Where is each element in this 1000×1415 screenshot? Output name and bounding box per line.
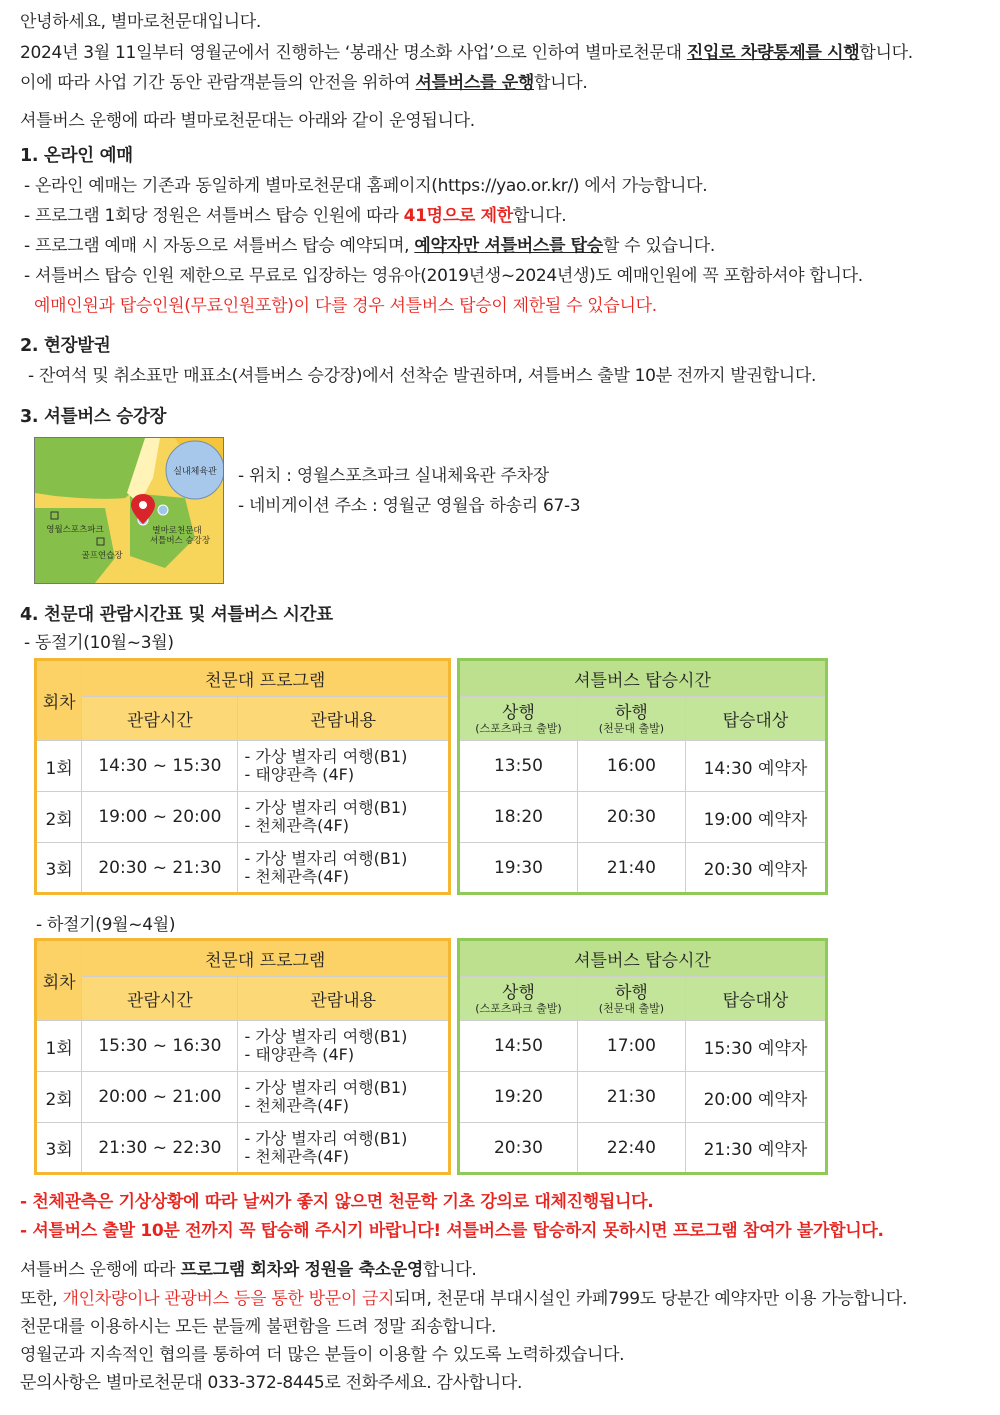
header-program: 천문대 프로그램 xyxy=(82,940,450,977)
up-cell: 14:50 xyxy=(459,1021,578,1072)
down-cell: 20:30 xyxy=(577,792,685,843)
table-row xyxy=(459,1123,827,1174)
target-cell: 15:30 예약자 xyxy=(685,1021,826,1072)
table-row xyxy=(459,1021,827,1072)
map-label-gym: 실내체육관 xyxy=(173,467,217,477)
map-label-stop-2: 셔틀버스 승강장 xyxy=(149,536,211,546)
target-cell: 19:00 예약자 xyxy=(685,792,826,843)
header-up-label: 상행 xyxy=(502,982,535,1003)
header-time: 관람시간 xyxy=(82,697,238,741)
greeting-text: 안녕하세요, 별마로천문대입니다. xyxy=(20,12,262,32)
intro-line-3-emph: 셔틀버스를 운행 xyxy=(415,73,534,93)
header-down xyxy=(577,977,685,1021)
content-line-2: - 천체관측(4F) xyxy=(244,1146,350,1166)
map-graphic xyxy=(35,438,223,583)
winter-timetable xyxy=(34,658,828,896)
table-row xyxy=(459,1072,827,1123)
time-cell: 20:00 ~ 21:00 xyxy=(82,1072,238,1123)
closing-line-4: 영월군과 지속적인 협의를 통하여 더 많은 분들이 이용할 수 있도록 노력하겠습니다. xyxy=(20,1345,625,1365)
section1-bullet-4: - 셔틀버스 탑승 인원 제한으로 무료로 입장하는 영유아(2019년생~2024년생)도 예매인원에 꼭 포함하셔야 합니다. xyxy=(24,266,863,286)
section1-bullet-3-emph: 예약자만 셔틀버스를 탑승 xyxy=(414,236,603,256)
target-cell: 20:00 예약자 xyxy=(685,1072,826,1123)
header-content: 관람내용 xyxy=(238,697,450,741)
section1-bullet-3-c: 할 수 있습니다. xyxy=(602,236,715,256)
table-row xyxy=(459,843,827,894)
intro-line-2-c: 합니다. xyxy=(859,43,913,63)
table-row xyxy=(36,741,450,792)
bus-stop-navi-address: - 네비게이션 주소 : 영월군 영월읍 하송리 67-3 xyxy=(238,496,581,516)
section2-title: 2. 현장발권 xyxy=(20,336,111,356)
note-weather: - 천체관측은 기상상황에 따라 날씨가 좋지 않으면 천문학 기초 강의로 대체진행됩니다. xyxy=(20,1192,654,1212)
content-line-2: - 천체관측(4F) xyxy=(244,816,350,835)
closing-line-2-emph: 개인차량이나 관광버스 등을 통한 방문이 금지 xyxy=(62,1289,395,1309)
content-cell xyxy=(238,1021,450,1072)
intro-line-4: 셔틀버스 운행에 따라 별마로천문대는 아래와 같이 운영됩니다. xyxy=(20,111,475,131)
map-label-park: 영월스포츠파크 xyxy=(46,525,104,535)
winter-label: - 동절기(10월~3월) xyxy=(24,633,174,653)
up-cell: 18:20 xyxy=(459,792,578,843)
table-row xyxy=(36,1123,450,1174)
closing-line-3: 천문대를 이용하시는 모든 분들께 불편함을 드려 정말 죄송합니다. xyxy=(20,1317,497,1337)
header-program: 천문대 프로그램 xyxy=(82,660,450,697)
section1-warning: 예매인원과 탑승인원(무료인원포함)이 다를 경우 셔틀버스 탑승이 제한될 수 있습니다. xyxy=(34,296,657,316)
content-line-2: - 태양관측 (4F) xyxy=(244,765,355,784)
up-cell: 19:30 xyxy=(459,843,578,894)
section4-title: 4. 천문대 관람시간표 및 셔틀버스 시간표 xyxy=(20,605,333,625)
intro-line-2-emph: 진입로 차량통제를 시행 xyxy=(686,43,860,63)
header-down-sub: (천문대 출발) xyxy=(598,1001,665,1015)
up-cell: 13:50 xyxy=(459,741,578,792)
section1-bullet-2 xyxy=(24,203,566,229)
closing-line-2 xyxy=(20,1286,907,1312)
section1-title: 1. 온라인 예매 xyxy=(20,146,133,166)
note-boarding: - 셔틀버스 출발 10분 전까지 꼭 탑승해 주시기 바랍니다! 셔틀버스를 탑승하지 못하시면 프로그램 참여가 불가합니다. xyxy=(20,1221,884,1241)
header-up-label: 상행 xyxy=(502,702,535,723)
time-cell: 20:30 ~ 21:30 xyxy=(82,843,238,894)
content-cell xyxy=(238,741,450,792)
table-row xyxy=(36,843,450,894)
header-up-sub: (스포츠파크 출발) xyxy=(475,721,562,735)
summer-program-table xyxy=(34,938,451,1175)
content-line-1: - 가상 별자리 여행(B1) xyxy=(244,747,408,766)
closing-line-2-c: 되며, 천문대 부대시설인 카페799도 당분간 예약자만 이용 가능합니다. xyxy=(394,1289,908,1309)
content-line-1: - 가상 별자리 여행(B1) xyxy=(244,848,408,868)
intro-line-3 xyxy=(20,70,587,96)
header-round: 회차 xyxy=(36,660,82,741)
closing-line-1 xyxy=(20,1257,476,1283)
round-cell: 1회 xyxy=(36,1021,82,1072)
intro-line-3-c: 합니다. xyxy=(534,73,588,93)
target-cell: 14:30 예약자 xyxy=(685,741,826,792)
header-content: 관람내용 xyxy=(238,977,450,1021)
header-down-sub: (천문대 출발) xyxy=(598,721,665,735)
content-line-2: - 천체관측(4F) xyxy=(244,866,350,886)
summer-label: - 하절기(9월~4월) xyxy=(36,915,176,935)
header-up-sub: (스포츠파크 출발) xyxy=(475,1001,562,1015)
section2-bullet-1: - 잔여석 및 취소표만 매표소(셔틀버스 승강장)에서 선착순 발권하며, 셔틀버스 출발 10분 전까지 발권합니다. xyxy=(28,366,817,386)
up-cell: 19:20 xyxy=(459,1072,578,1123)
closing-line-1-emph: 프로그램 회차와 정원을 축소운영 xyxy=(180,1260,423,1280)
closing-contact: 문의사항은 별마로천문대 033-372-8445로 전화주세요. 감사합니다. xyxy=(20,1373,523,1393)
content-cell xyxy=(238,843,450,894)
section3-title: 3. 셔틀버스 승강장 xyxy=(20,407,167,427)
down-cell: 16:00 xyxy=(577,741,685,792)
content-line-2: - 천체관측(4F) xyxy=(244,1096,350,1115)
down-cell: 21:40 xyxy=(577,843,685,894)
content-cell xyxy=(238,1123,450,1174)
intro-line-2-a: 2024년 3월 11일부터 영월군에서 진행하는 ‘봉래산 명소화 사업’으로 인하여 별마로천문대 xyxy=(20,43,687,63)
header-round: 회차 xyxy=(36,940,82,1021)
map-label-golf: 골프연습장 xyxy=(81,551,123,561)
down-cell: 21:30 xyxy=(577,1072,685,1123)
table-row xyxy=(36,1072,450,1123)
header-up xyxy=(459,977,578,1021)
closing-line-1-a: 셔틀버스 운행에 따라 xyxy=(20,1260,181,1280)
time-cell: 19:00 ~ 20:00 xyxy=(82,792,238,843)
content-line-1: - 가상 별자리 여행(B1) xyxy=(244,798,408,817)
header-target: 탑승대상 xyxy=(685,977,826,1021)
round-cell: 3회 xyxy=(36,843,82,894)
intro-line-2 xyxy=(20,40,913,66)
target-cell: 20:30 예약자 xyxy=(685,843,826,894)
round-cell: 2회 xyxy=(36,792,82,843)
round-cell: 2회 xyxy=(36,1072,82,1123)
header-down-label: 하행 xyxy=(614,982,648,1003)
round-cell: 3회 xyxy=(36,1123,82,1174)
header-down xyxy=(577,697,685,741)
header-time: 관람시간 xyxy=(82,977,238,1021)
down-cell: 17:00 xyxy=(577,1021,685,1072)
content-line-1: - 가상 별자리 여행(B1) xyxy=(244,1128,408,1148)
table-row xyxy=(459,741,827,792)
table-row xyxy=(36,792,450,843)
up-cell: 20:30 xyxy=(459,1123,578,1174)
header-up xyxy=(459,697,578,741)
content-cell xyxy=(238,792,450,843)
section1-bullet-2-c: 합니다. xyxy=(512,206,567,226)
time-cell: 21:30 ~ 22:30 xyxy=(82,1123,238,1174)
content-line-1: - 가상 별자리 여행(B1) xyxy=(244,1078,408,1097)
table-row xyxy=(36,1021,450,1072)
map-label-stop-1: 별마로천문대 xyxy=(152,526,202,536)
target-cell: 21:30 예약자 xyxy=(685,1123,826,1174)
content-line-2: - 태양관측 (4F) xyxy=(244,1045,355,1064)
time-cell: 14:30 ~ 15:30 xyxy=(82,741,238,792)
down-cell: 22:40 xyxy=(577,1123,685,1174)
section1-bullet-2-a: - 프로그램 1회당 정원은 셔틀버스 탑승 인원에 따라 xyxy=(24,206,404,226)
section1-bullet-1: - 온라인 예매는 기존과 동일하게 별마로천문대 홈페이지(https://yao.or.kr/) 에서 가능합니다. xyxy=(24,176,708,196)
header-target: 탑승대상 xyxy=(685,697,826,741)
summer-bus-table xyxy=(457,938,828,1175)
content-line-1: - 가상 별자리 여행(B1) xyxy=(244,1027,408,1046)
round-cell: 1회 xyxy=(36,741,82,792)
header-bus: 셔틀버스 탑승시간 xyxy=(459,660,827,697)
content-cell xyxy=(238,1072,450,1123)
time-cell: 15:30 ~ 16:30 xyxy=(82,1021,238,1072)
winter-bus-table xyxy=(457,658,828,895)
closing-line-2-a: 또한, xyxy=(20,1289,63,1309)
table-row xyxy=(459,792,827,843)
winter-program-table xyxy=(34,658,451,895)
bus-stop-location: - 위치 : 영월스포츠파크 실내체육관 주차장 xyxy=(238,466,549,486)
section1-bullet-3-a: - 프로그램 예매 시 자동으로 셔틀버스 탑승 예약되며, xyxy=(24,236,415,256)
header-bus: 셔틀버스 탑승시간 xyxy=(459,940,827,977)
section1-bullet-2-emph: 41명으로 제한 xyxy=(403,206,513,226)
intro-line-3-a: 이에 따라 사업 기간 동안 관람객분들의 안전을 위하여 xyxy=(20,73,416,93)
summer-timetable xyxy=(34,938,828,1176)
header-down-label: 하행 xyxy=(614,702,648,723)
section1-bullet-3 xyxy=(24,233,715,259)
bus-stop-map xyxy=(34,437,224,584)
closing-line-1-c: 합니다. xyxy=(423,1260,477,1280)
